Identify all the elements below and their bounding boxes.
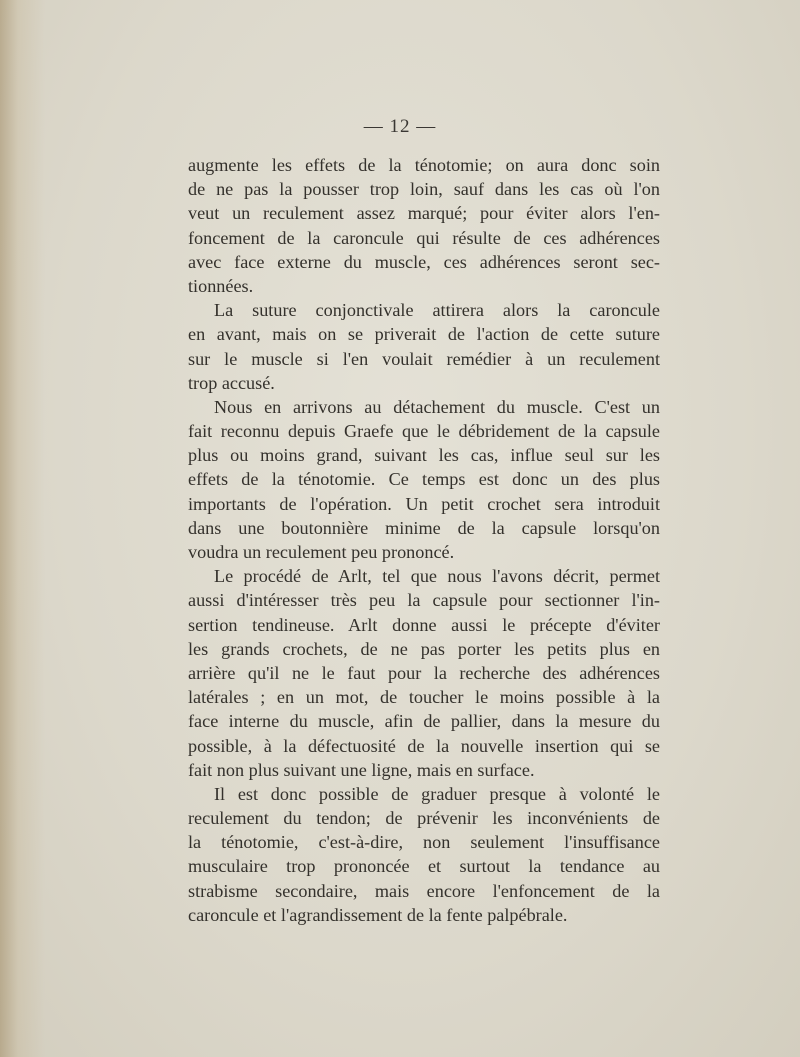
text-line: sertion tendineuse. Arlt donne aussi le précepte d'éviter [188,614,660,635]
text-line: latérales ; en un mot, de toucher le moins possible à la [188,687,660,708]
text-line: dans une boutonnière minime de la capsule lorsqu'on [188,517,660,538]
body-text [188,153,660,927]
text-line: possible, à la défectuosité de la nouvelle insertion qui se [188,735,660,756]
text-line: caroncule et l'agrandissement de la fente palpébrale. [188,904,568,925]
text-line: importants de l'opération. Un petit crochet sera introduit [188,493,660,514]
text-line: de ne pas la pousser trop loin, sauf dans les cas où l'on [188,179,660,200]
text-line: trop accusé. [188,372,275,393]
paragraph-first-line: Le procédé de Arlt, tel que nous l'avons décrit, permet [214,566,660,587]
text-line: les grands crochets, de ne pas porter les petits plus en [188,638,660,659]
text-line: fait non plus suivant une ligne, mais en surface. [188,759,535,780]
text-line: musculaire trop prononcée et surtout la tendance au [188,856,660,877]
paragraph-first-line: Nous en arrivons au détachement du muscle. C'est un [214,396,660,417]
text-line: reculement du tendon; de prévenir les inconvénients de [188,808,660,829]
text-line: augmente les effets de la ténotomie; on aura donc soin [188,155,660,175]
text-line: face interne du muscle, afin de pallier, dans la mesure du [188,711,660,732]
text-line: voudra un reculement peu prononcé. [188,542,455,562]
text-line: strabisme secondaire, mais encore l'enfoncement de la [188,880,660,901]
text-line: effets de la ténotomie. Ce temps est donc un des plus [188,469,660,490]
text-line: arrière qu'il ne le faut pour la recherche des adhérences [188,662,660,683]
text-line: tionnées. [188,275,254,296]
text-line: foncement de la caroncule qui résulte de ces adhérences [188,227,660,248]
text-line: sur le muscle si l'en voulait remédier à un reculement [188,348,660,369]
text-line: aussi d'intéresser très peu la capsule pour sectionner l'in- [188,590,660,611]
text-line: veut un reculement assez marqué; pour éviter alors l'en- [188,203,660,224]
paragraph-first-line: La suture conjonctivale attirera alors la caroncule [214,300,660,321]
page-number: — 12 — [363,116,437,137]
text-line: avec face externe du muscle, ces adhérences seront sec- [188,251,660,272]
text-line: en avant, mais on se priverait de l'action de cette suture [188,324,660,345]
text-line: fait reconnu depuis Graefe que le débridement de la capsule [188,421,660,442]
text-line: plus ou moins grand, suivant les cas, influe seul sur les [188,445,660,466]
text-line: la ténotomie, c'est-à-dire, non seulement l'insuffisance [188,832,660,853]
paragraph-first-line: Il est donc possible de graduer presque à volonté le [214,783,660,804]
